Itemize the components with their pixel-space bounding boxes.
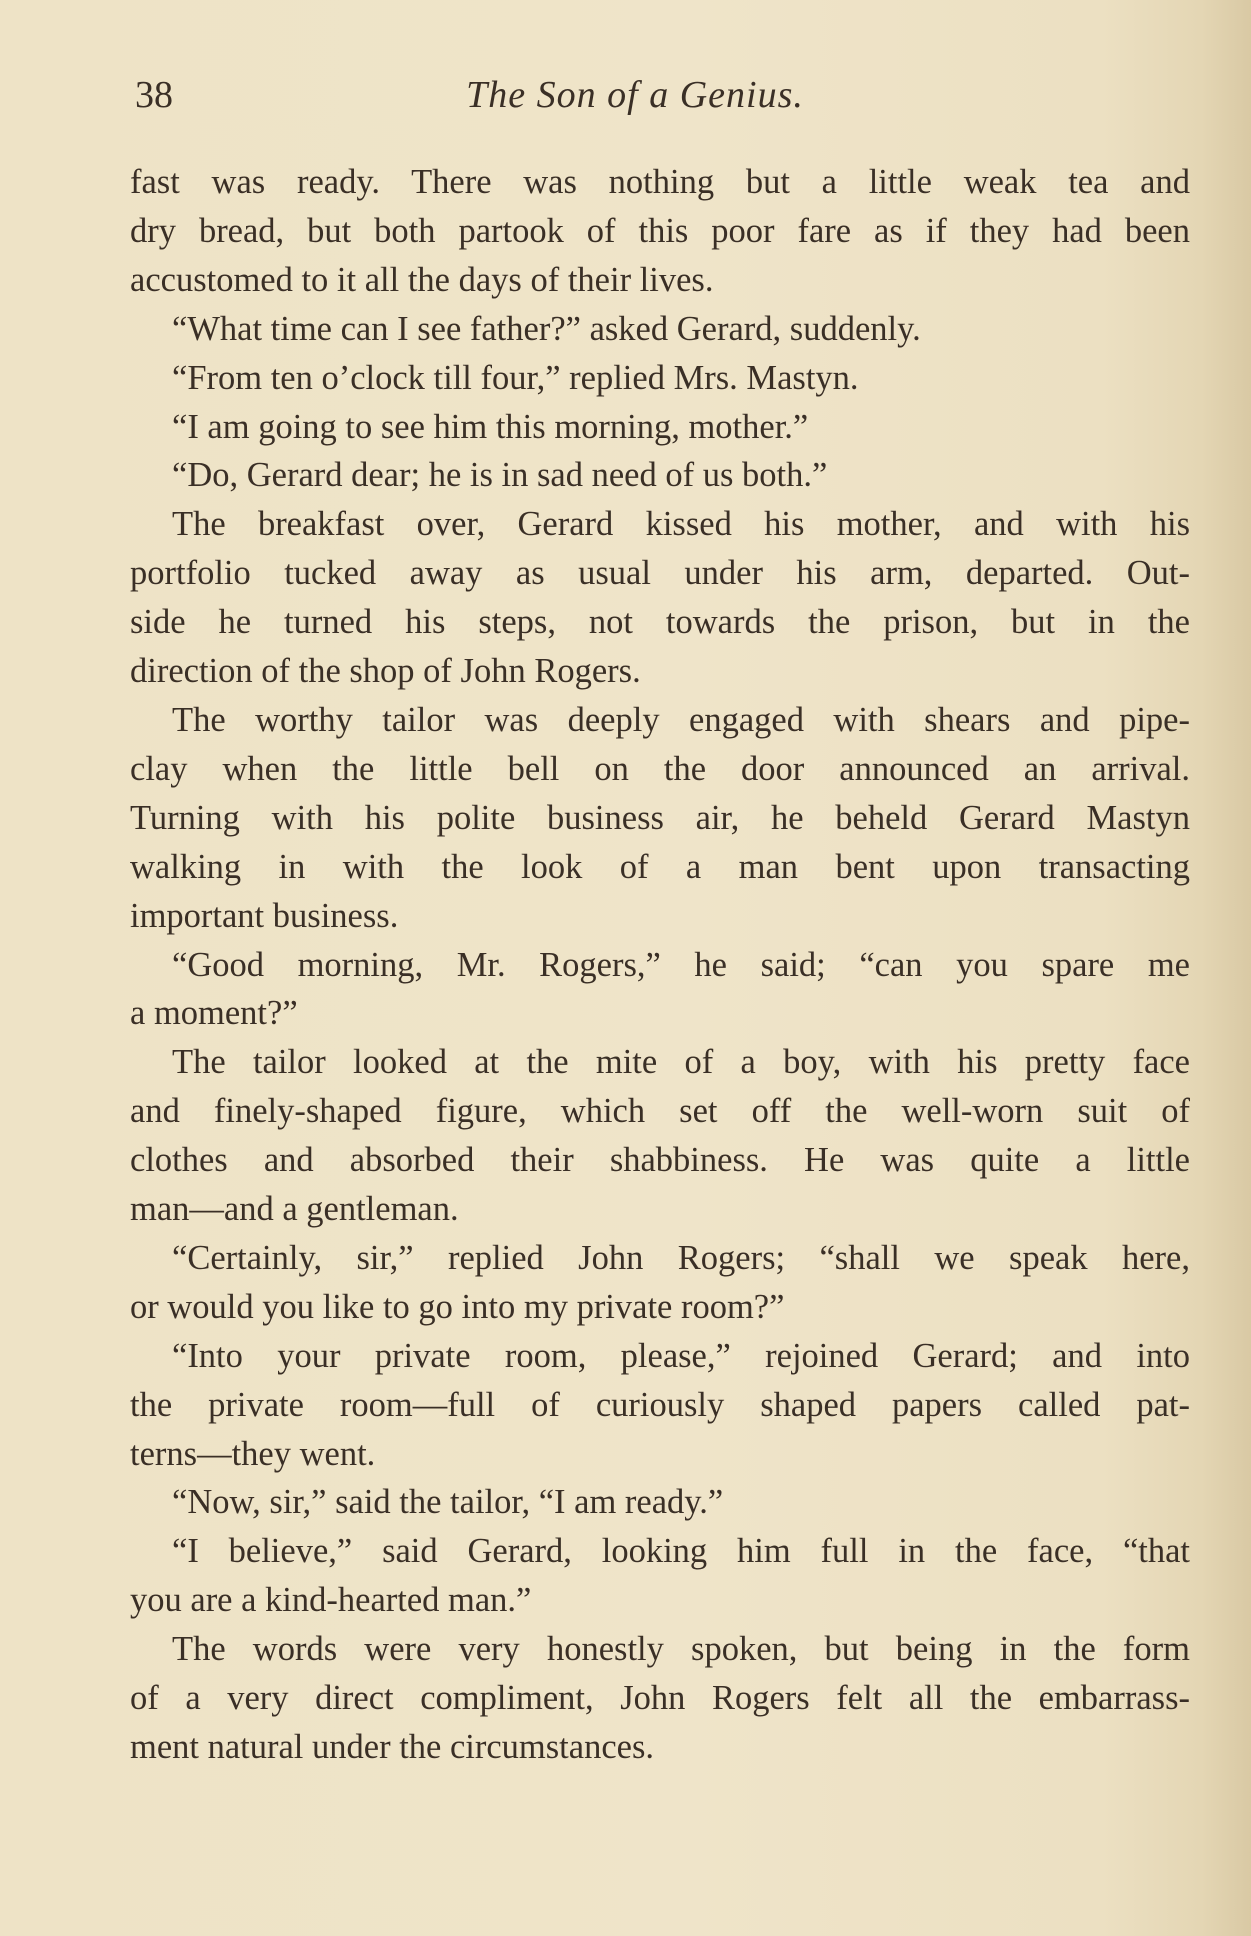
text-line: “I am going to see him this morning, mother.” <box>172 407 809 446</box>
text-line: “Certainly, sir,” replied John Rogers; “shall we speak here, <box>172 1238 1190 1277</box>
text-line: you are a kind-hearted man.” <box>130 1581 532 1620</box>
text-line: and finely-shaped figure, which set off the well-worn suit of <box>130 1092 1190 1131</box>
text-line: side he turned his steps, not towards the prison, but in the <box>130 603 1190 642</box>
text-line: “Good morning, Mr. Rogers,” he said; “can you spare me <box>172 945 1190 984</box>
text-line: clothes and absorbed their shabbiness. He was quite a little <box>130 1141 1190 1180</box>
text-line: The tailor looked at the mite of a boy, with his pretty face <box>172 1043 1190 1082</box>
text-line: “From ten o’clock till four,” replied Mrs. Mastyn. <box>172 358 859 397</box>
paragraph <box>130 1234 1190 1332</box>
text-line: direction of the shop of John Rogers. <box>130 652 641 691</box>
text-line: accustomed to it all the days of their lives. <box>130 260 714 299</box>
text-line: important business. <box>130 896 399 935</box>
paragraph <box>130 1332 1190 1479</box>
page-number: 38 <box>135 74 173 116</box>
paragraph <box>130 1527 1190 1625</box>
paragraph <box>130 500 1190 696</box>
text-line: “What time can I see father?” asked Gerard, suddenly. <box>172 309 921 348</box>
paragraph <box>130 941 1190 1039</box>
text-line: The worthy tailor was deeply engaged with shears and pipe- <box>172 700 1190 739</box>
text-line: “I believe,” said Gerard, looking him full in the face, “that <box>172 1532 1190 1571</box>
paragraph <box>130 305 1190 354</box>
text-line: portfolio tucked away as usual under his arm, departed. Out- <box>130 554 1190 593</box>
page-header <box>135 70 1135 120</box>
running-title: The Son of a Genius. <box>466 74 804 116</box>
text-line: The breakfast over, Gerard kissed his mother, and with his <box>172 505 1190 544</box>
text-line: walking in with the look of a man bent upon transacting <box>130 847 1190 886</box>
paragraph <box>130 158 1190 305</box>
text-line: “Into your private room, please,” rejoined Gerard; and into <box>172 1336 1190 1375</box>
text-line: or would you like to go into my private room?” <box>130 1287 785 1326</box>
text-line: a moment?” <box>130 994 298 1033</box>
paragraph <box>130 1478 1190 1527</box>
text-line: of a very direct compliment, John Rogers felt all the embarrass- <box>130 1679 1190 1718</box>
text-line: Turning with his polite business air, he beheld Gerard Mastyn <box>130 798 1190 837</box>
text-line: “Now, sir,” said the tailor, “I am ready.” <box>172 1483 724 1522</box>
paragraph <box>130 403 1190 452</box>
text-line: fast was ready. There was nothing but a little weak tea and <box>130 163 1190 201</box>
paragraph <box>130 1038 1190 1234</box>
text-line: the private room—full of curiously shaped papers called pat- <box>130 1385 1190 1424</box>
paragraph <box>130 451 1190 500</box>
text-line: ment natural under the circumstances. <box>130 1728 655 1766</box>
text-body <box>130 158 1190 1772</box>
text-line: “Do, Gerard dear; he is in sad need of us both.” <box>172 456 828 495</box>
paragraph <box>130 354 1190 403</box>
paragraph <box>130 1625 1190 1772</box>
text-line: terns—they went. <box>130 1434 376 1473</box>
text-line: dry bread, but both partook of this poor fare as if they had been <box>130 211 1190 250</box>
text-line: clay when the little bell on the door announced an arrival. <box>130 749 1190 788</box>
paragraph <box>130 696 1190 941</box>
text-line: man—and a gentleman. <box>130 1190 459 1229</box>
text-line: The words were very honestly spoken, but being in the form <box>172 1630 1190 1669</box>
